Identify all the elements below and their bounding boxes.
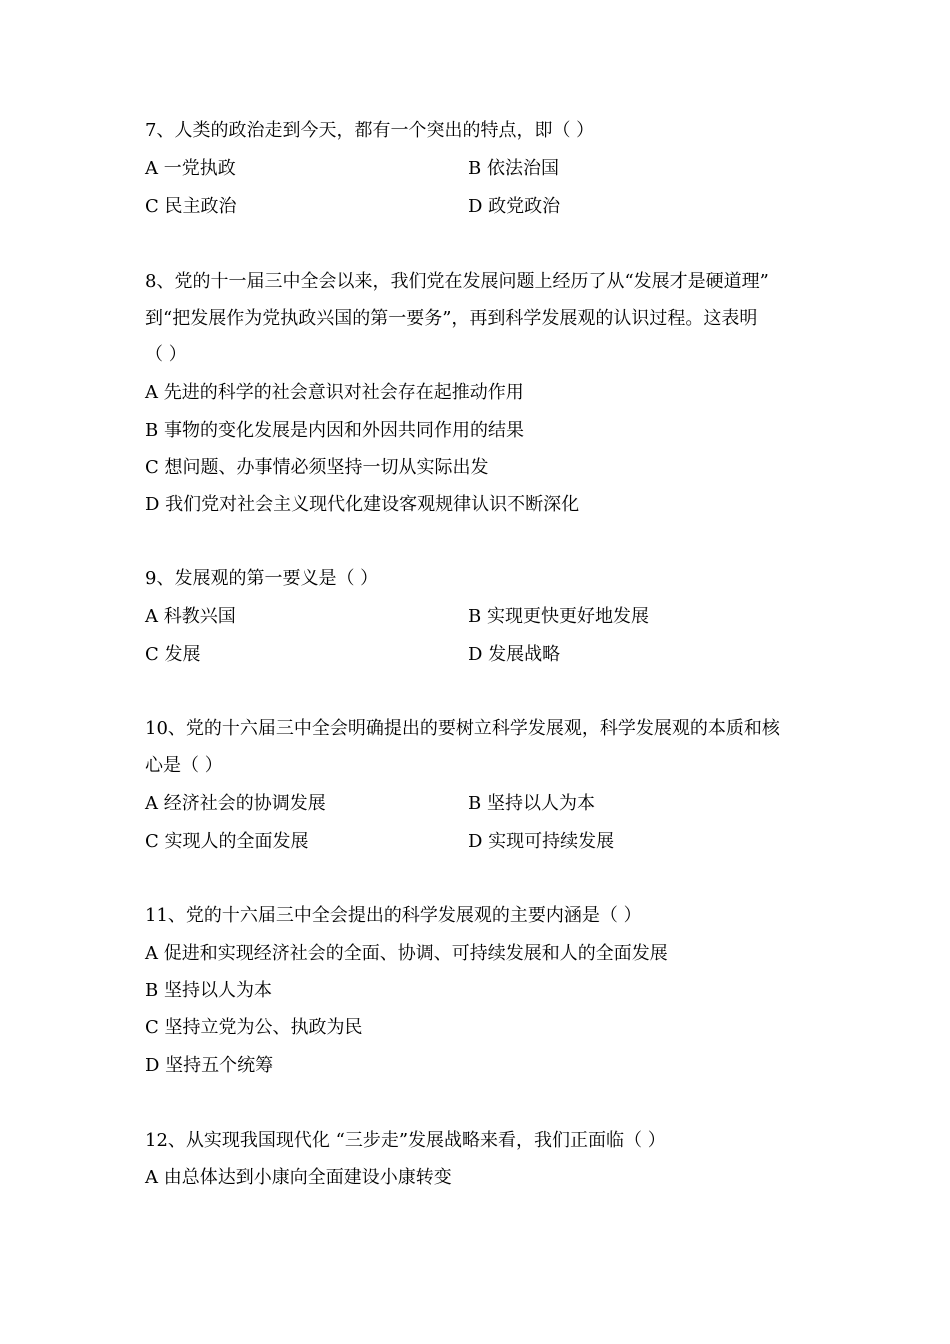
question-10-option-c: C 实现人的全面发展 <box>145 831 309 852</box>
question-12-option-a: A 由总体达到小康向全面建设小康转变 <box>145 1167 452 1188</box>
question-10-option-b: B 坚持以人为本 <box>468 793 595 814</box>
question-11-option-d: D 坚持五个统筹 <box>145 1055 274 1076</box>
question-9-option-b: B 实现更快更好地发展 <box>468 606 649 627</box>
question-10-stem-line-2: 心是（ ） <box>145 755 223 776</box>
question-11-option-b: B 坚持以人为本 <box>145 980 272 1001</box>
question-11-option-a: A 促进和实现经济社会的全面、协调、可持续发展和人的全面发展 <box>145 943 668 964</box>
question-10-option-d: D 实现可持续发展 <box>468 831 615 852</box>
question-11-option-c: C 坚持立党为公、执政为民 <box>145 1017 363 1038</box>
question-8-stem-line-2: 到“把发展作为党执政兴国的第一要务”，再到科学发展观的认识过程。这表明 <box>145 308 758 329</box>
question-8-stem-line-3: （ ） <box>145 344 187 365</box>
question-12-stem: 12、从实现我国现代化 “三步走”发展战略来看，我们正面临（ ） <box>145 1130 666 1151</box>
question-8-stem-line-1: 8、党的十一届三中全会以来，我们党在发展问题上经历了从“发展才是硬道理” <box>145 271 769 292</box>
question-7-option-c: C 民主政治 <box>145 196 237 217</box>
question-8-option-b: B 事物的变化发展是内因和外因共同作用的结果 <box>145 420 524 441</box>
question-11-stem: 11、党的十六届三中全会提出的科学发展观的主要内涵是（ ） <box>145 905 642 926</box>
question-9-option-a: A 科教兴国 <box>145 606 236 627</box>
question-8-option-d: D 我们党对社会主义现代化建设客观规律认识不断深化 <box>145 494 580 515</box>
question-7-stem: 7、人类的政治走到今天，都有一个突出的特点，即（ ） <box>145 120 595 141</box>
question-9-option-d: D 发展战略 <box>468 644 561 665</box>
question-10-option-a: A 经济社会的协调发展 <box>145 793 326 814</box>
question-8-option-c: C 想问题、办事情必须坚持一切从实际出发 <box>145 457 489 478</box>
question-10-stem-line-1: 10、党的十六届三中全会明确提出的要树立科学发展观，科学发展观的本质和核 <box>145 718 780 739</box>
question-7-option-b: B 依法治国 <box>468 158 559 179</box>
question-7-option-d: D 政党政治 <box>468 196 561 217</box>
question-9-option-c: C 发展 <box>145 644 201 665</box>
question-9-stem: 9、发展观的第一要义是（ ） <box>145 568 379 589</box>
question-8-option-a: A 先进的科学的社会意识对社会存在起推动作用 <box>145 382 524 403</box>
question-7-option-a: A 一党执政 <box>145 158 236 179</box>
